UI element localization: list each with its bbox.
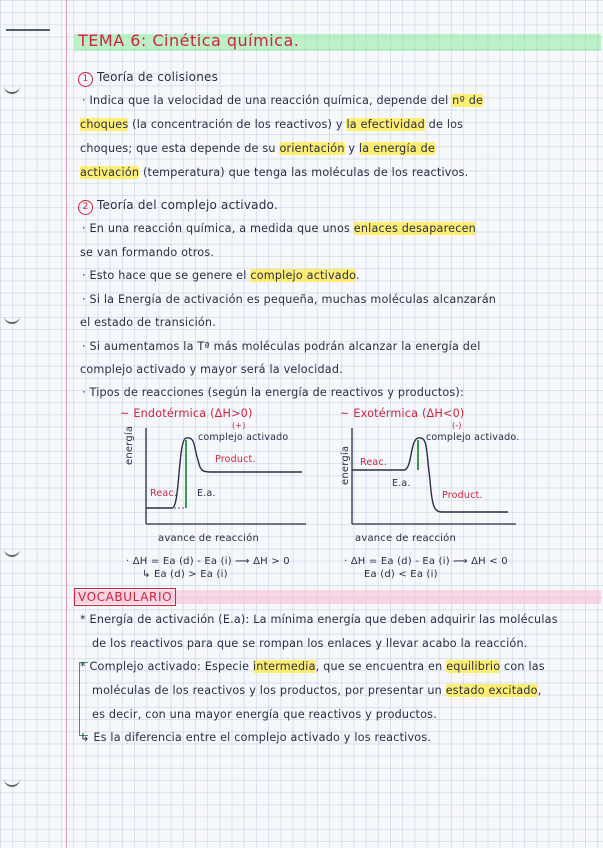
exo-peak-label: complejo activado.	[426, 432, 520, 443]
text: moléculas de los reactivos y los productos, por presentar un	[92, 684, 446, 697]
highlight: orientación	[279, 142, 345, 155]
section2-line-8	[82, 385, 464, 401]
text: (temperatura) que tenga las moléculas de los reactivos.	[139, 166, 469, 179]
section2-heading	[78, 197, 278, 215]
text: · Tipos de reacciones (según la energía de reactivos y productos):	[82, 386, 464, 399]
exo-ea-label: E.a.	[392, 478, 411, 489]
section2-line-5	[80, 315, 216, 331]
text: · Si la Energía de activación es pequeña, muchas moléculas alcanzarán	[82, 293, 497, 306]
highlight: enlaces desaparecen	[353, 222, 476, 235]
highlight: nº de	[452, 94, 484, 107]
text: se van formando otros.	[80, 246, 215, 259]
highlight: la energía de	[359, 142, 435, 155]
section1-line-3	[80, 141, 435, 157]
exo-formula-1: · ΔH = Ea (d) - Ea (i) ⟿ ΔH < 0	[344, 556, 508, 567]
margin-line	[66, 0, 67, 848]
binder-hole	[4, 545, 20, 557]
text: · En una reacción química, a medida que unos	[82, 222, 354, 235]
exo-title: ~ Exotérmica (ΔH<0)	[340, 407, 465, 420]
binder-hole	[4, 82, 20, 94]
section1-line-4	[80, 165, 468, 181]
exo-formula-2: Ea (d) < Ea (i)	[364, 569, 438, 580]
vocab-heading: VOCABULARIO	[74, 588, 176, 606]
endo-formula-1: · ΔH = Ea (d) - Ea (i) ⟿ ΔH > 0	[126, 556, 290, 567]
text: · Esto hace que se genere el	[82, 269, 251, 282]
text: * Energía de activación (E.a): La mínima energía que deben adquirir las moléculas	[80, 613, 558, 626]
text: complejo activado y mayor será la velocidad.	[80, 363, 343, 376]
section1-heading	[78, 69, 218, 87]
section2-number: 2	[78, 200, 93, 215]
endo-ea-label: E.a.	[197, 488, 216, 499]
section2-heading-text: Teoría del complejo activado.	[97, 198, 278, 212]
exo-product-label: Product.	[442, 490, 483, 501]
text: * Complejo activado: Especie	[80, 660, 253, 673]
endo-title: ~ Endotérmica (ΔH>0)	[120, 407, 253, 420]
exo-sign: (-)	[452, 421, 462, 430]
section1-line-1	[82, 93, 483, 109]
text: el estado de transición.	[80, 316, 216, 329]
text: de los reactivos para que se rompan los enlaces y llevar acabo la reacción.	[92, 637, 528, 650]
text: · Si aumentamos la Tª más moléculas podrán alcanzar la energía del	[82, 340, 481, 353]
text: y	[344, 142, 359, 155]
section1-number: 1	[78, 72, 93, 87]
section2-line-1	[82, 221, 476, 237]
highlight: activación	[80, 166, 140, 179]
section2-line-2	[80, 245, 214, 261]
section2-line-3	[82, 268, 360, 284]
text: , que se encuentra en	[315, 660, 447, 673]
exo-reactant-label: Reac.	[360, 457, 388, 468]
text: con las	[500, 660, 545, 673]
endo-ylabel: energía	[124, 425, 135, 465]
page-title: TEMA 6: Cinética química.	[78, 31, 300, 50]
binder-hole	[4, 775, 20, 787]
text: · Indica que la velocidad de una reacción química, depende del	[82, 94, 453, 107]
vocab-line-6	[80, 730, 431, 746]
text: (la concentración de los reactivos) y	[128, 118, 347, 131]
vocab-line-3	[80, 659, 545, 675]
section2-line-6	[82, 339, 481, 355]
highlight: la efectividad	[346, 118, 425, 131]
endo-reactant-label: Reac.	[150, 488, 178, 499]
highlight: complejo activado	[250, 269, 356, 282]
text: ↳ Es la diferencia entre el complejo activado y los reactivos.	[80, 731, 432, 744]
highlight: equilibrio	[446, 660, 501, 673]
vocab-line-5	[92, 707, 437, 723]
vocab-line-1	[80, 612, 558, 628]
binder-hole	[4, 312, 20, 324]
vocab-line-4	[92, 683, 541, 699]
highlight: estado excitado	[445, 684, 538, 697]
endo-formula-2: ↳ Ea (d) > Ea (i)	[142, 569, 228, 580]
endo-xlabel: avance de reacción	[158, 533, 260, 544]
exo-xlabel: avance de reacción	[355, 533, 457, 544]
highlight: intermedia	[252, 660, 316, 673]
top-rule	[6, 29, 50, 31]
section2-line-4	[82, 292, 496, 308]
text: choques; que esta depende de su	[80, 142, 280, 155]
endo-product-label: Product.	[215, 454, 256, 465]
section2-line-7	[80, 362, 343, 378]
text: ,	[537, 684, 542, 697]
text: es decir, con una mayor energía que reactivos y productos.	[92, 708, 437, 721]
reaction-curve	[352, 438, 508, 512]
section1-line-2	[80, 117, 463, 133]
highlight: choques	[80, 118, 129, 131]
text: .	[355, 269, 360, 282]
vocab-line-2	[92, 636, 528, 652]
section1-heading-text: Teoría de colisiones	[97, 70, 219, 84]
exo-ylabel: energía	[340, 445, 351, 485]
endo-sign: (+)	[232, 421, 246, 430]
endo-peak-label: complejo activado	[198, 432, 289, 443]
text: de los	[424, 118, 464, 131]
